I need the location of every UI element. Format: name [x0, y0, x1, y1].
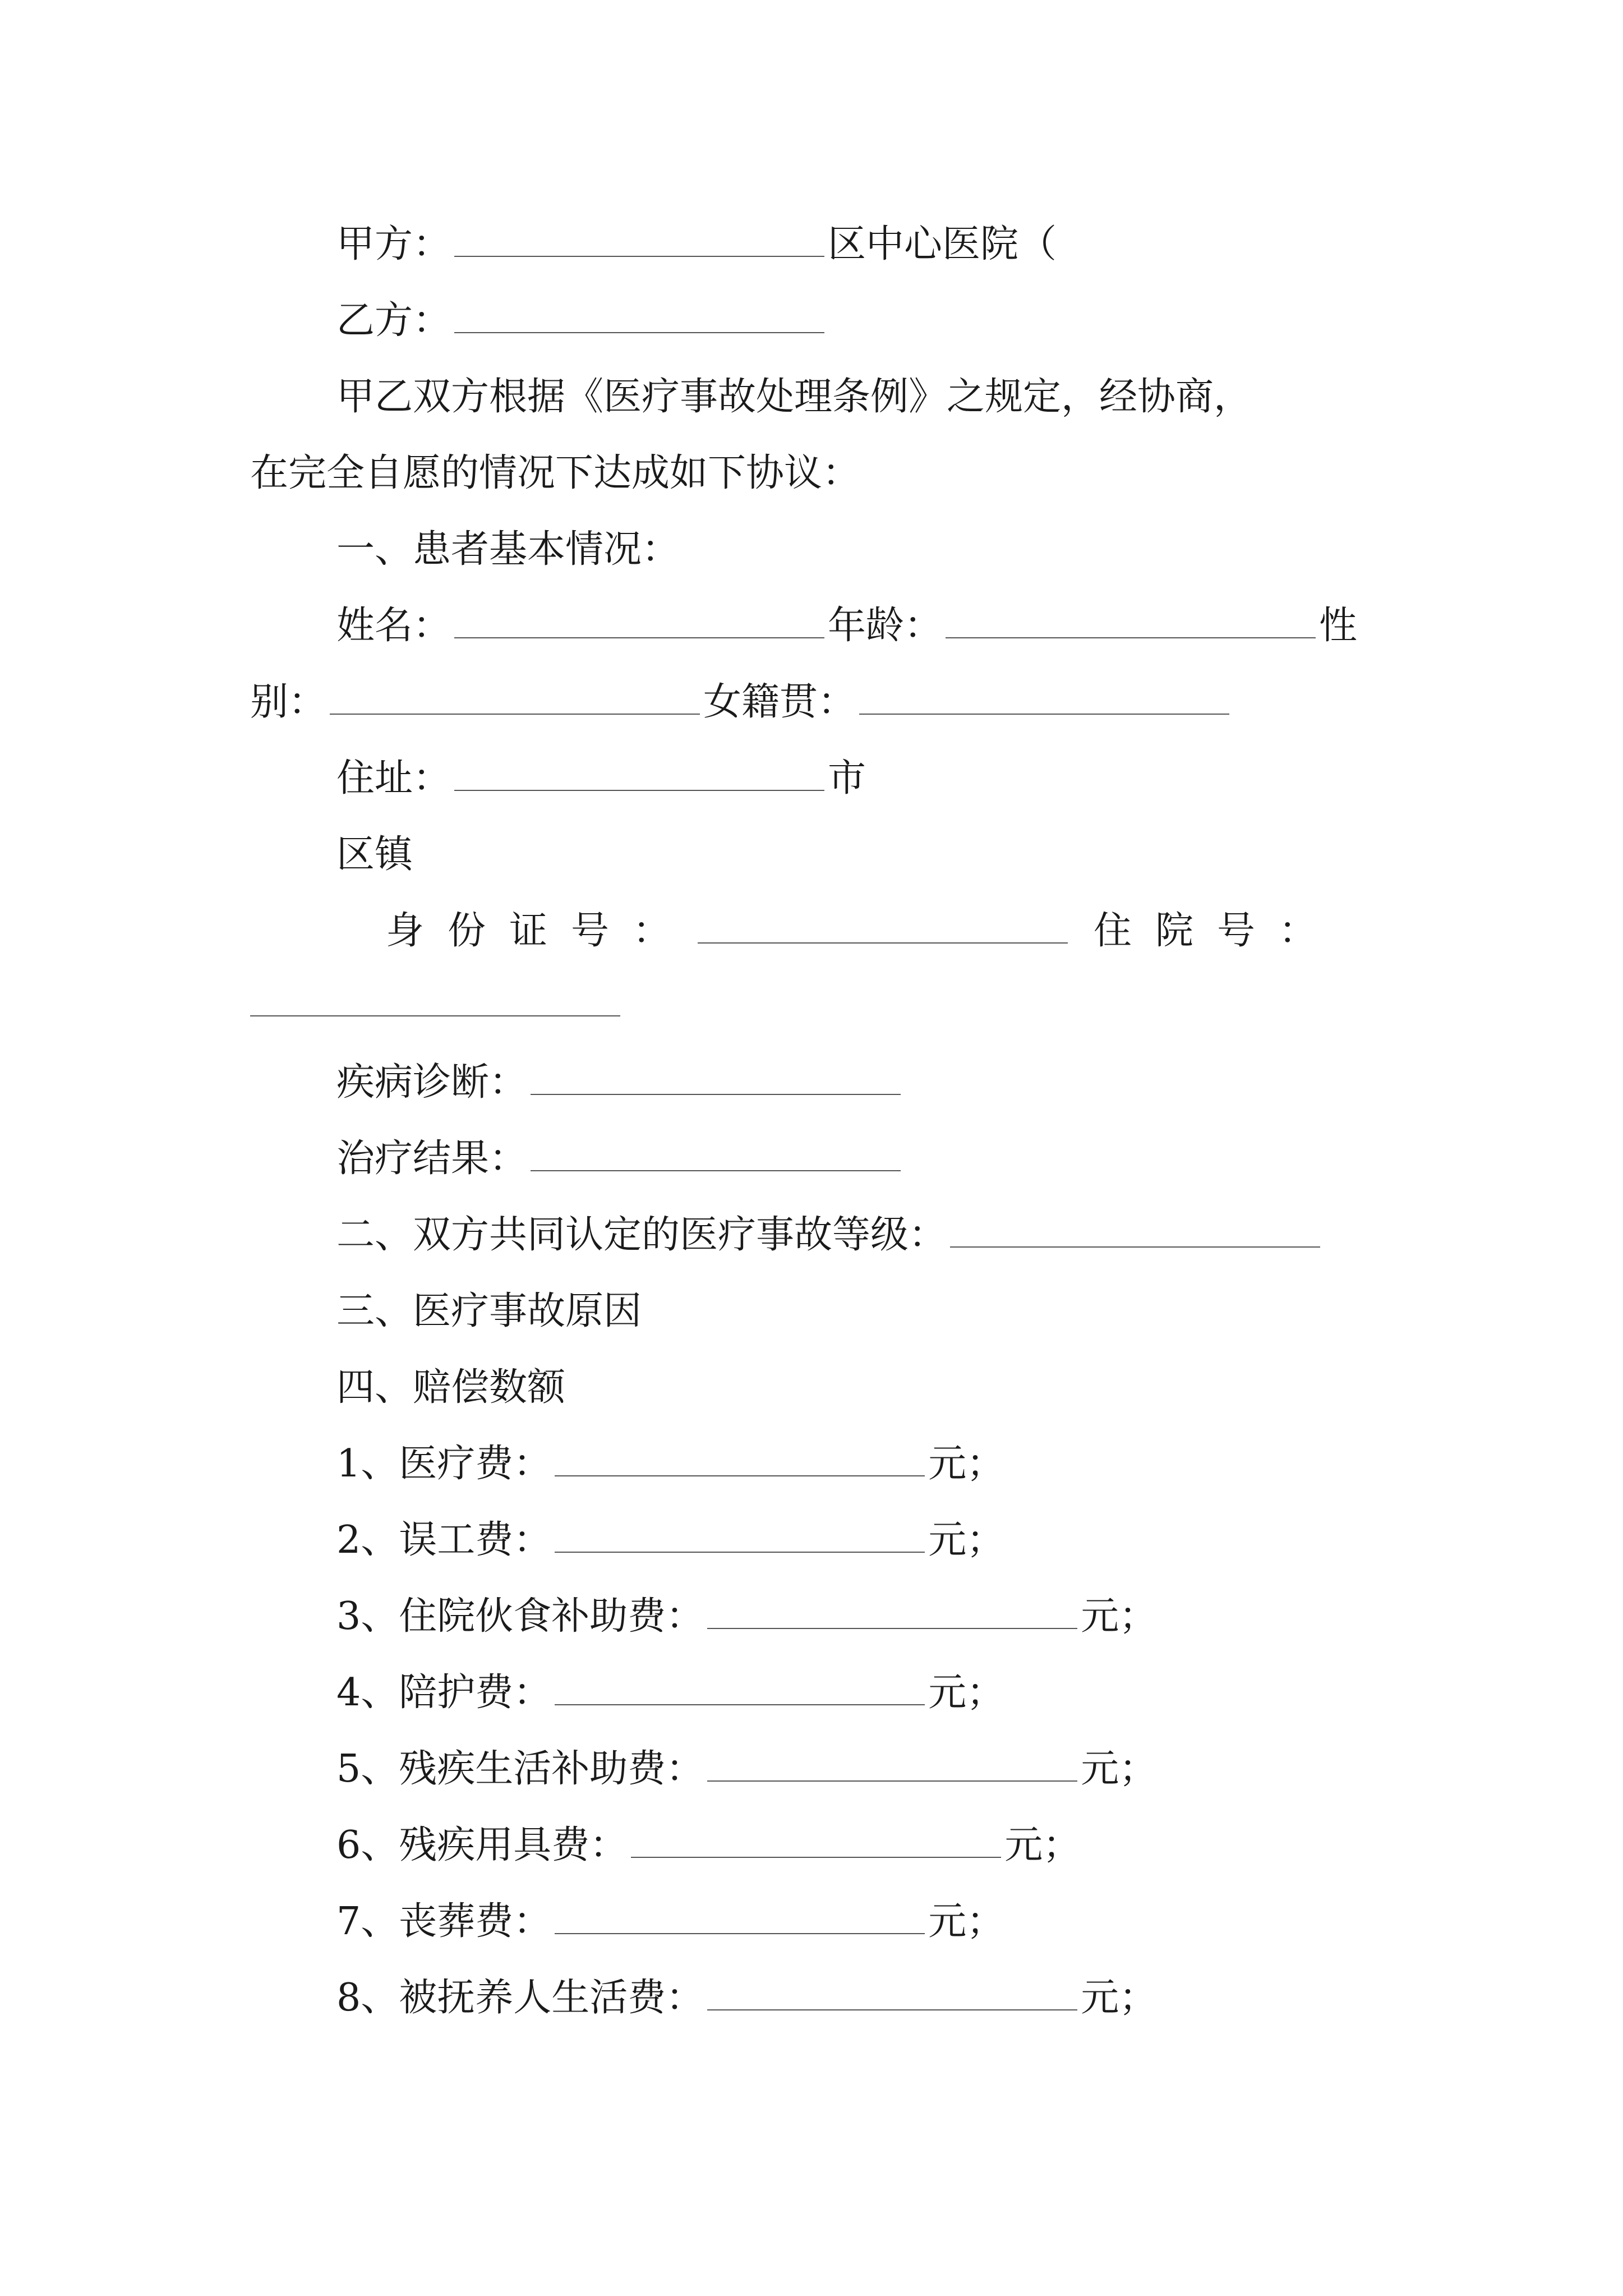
- fee-label: 4、陪护费：: [336, 1671, 552, 1715]
- fee-item: [336, 1512, 1004, 1568]
- fee-label: 5、残疾生活补助费：: [336, 1747, 704, 1791]
- gender-blank[interactable]: [330, 679, 700, 715]
- section-1-heading: 一、患者基本情况：: [336, 527, 680, 572]
- fee-blank[interactable]: [555, 1898, 925, 1934]
- fee-blank[interactable]: [707, 1975, 1077, 2010]
- result-label: 治疗结果：: [336, 1137, 528, 1181]
- id-admission-line: [386, 903, 1340, 959]
- admission-blank-line: [250, 976, 624, 1032]
- address-blank[interactable]: [454, 755, 824, 791]
- fee-item: [336, 1894, 1004, 1950]
- section-3-heading: 三、医疗事故原因: [336, 1289, 642, 1333]
- party-a-blank[interactable]: [454, 221, 824, 257]
- fee-blank[interactable]: [707, 1746, 1077, 1782]
- gender-label-start: 性: [1319, 604, 1358, 648]
- intro-line-2: 在完全自愿的情况下达成如下协议：: [250, 451, 861, 495]
- id-label: 身份证号：: [386, 909, 695, 953]
- party-b-label: 乙方：: [336, 298, 451, 343]
- fee-item: [336, 1741, 1157, 1797]
- gender-native-line: [250, 674, 1233, 730]
- fee-item: [336, 1970, 1157, 2026]
- diagnosis-label: 疾病诊断：: [336, 1060, 528, 1105]
- fee-blank[interactable]: [707, 1593, 1077, 1629]
- fee-unit: 元；: [928, 1518, 1005, 1562]
- party-a-suffix: 区中心医院（: [828, 222, 1057, 266]
- native-label: 女籍贯：: [703, 680, 856, 724]
- fee-label: 2、误工费：: [336, 1518, 552, 1562]
- diagnosis-line: [336, 1055, 904, 1111]
- party-a-line: [336, 217, 1057, 273]
- age-blank[interactable]: [946, 602, 1316, 638]
- gender-label-end: 别：: [250, 680, 327, 724]
- party-b-line: [336, 293, 828, 349]
- fee-label: 7、丧葬费：: [336, 1899, 552, 1944]
- id-blank[interactable]: [698, 908, 1068, 944]
- fee-label: 3、住院伙食补助费：: [336, 1594, 704, 1639]
- fee-label: 1、医疗费：: [336, 1442, 552, 1486]
- fee-item: [336, 1589, 1157, 1645]
- address-city: 市: [828, 756, 866, 800]
- name-label: 姓名：: [336, 604, 451, 648]
- party-b-blank[interactable]: [454, 297, 824, 333]
- party-a-label: 甲方：: [336, 222, 451, 266]
- diagnosis-blank[interactable]: [531, 1059, 901, 1095]
- intro-line-1: 甲乙双方根据《医疗事故处理条例》之规定，经协商，: [336, 375, 1252, 419]
- address-label: 住址：: [336, 756, 451, 800]
- name-blank[interactable]: [454, 602, 824, 638]
- fee-label: 8、被抚养人生活费：: [336, 1976, 704, 2020]
- fee-unit: 元；: [928, 1671, 1005, 1715]
- fee-unit: 元；: [1081, 1976, 1158, 2020]
- fee-unit: 元；: [1004, 1823, 1081, 1867]
- address-line: [336, 751, 866, 807]
- fee-label: 6、残疾用具费：: [336, 1823, 628, 1867]
- name-age-line: [336, 598, 1357, 654]
- admission-blank[interactable]: [250, 981, 620, 1016]
- fee-item: [336, 1665, 1004, 1721]
- native-blank[interactable]: [859, 679, 1229, 715]
- fee-unit: 元；: [928, 1899, 1005, 1944]
- result-blank[interactable]: [531, 1135, 901, 1171]
- section-2-line: [336, 1207, 1324, 1263]
- address-town: 区镇: [336, 832, 413, 877]
- section-4-heading: 四、赔偿数额: [336, 1365, 566, 1410]
- fee-blank[interactable]: [555, 1517, 925, 1553]
- section-2-heading: 二、双方共同认定的医疗事故等级：: [336, 1213, 947, 1257]
- accident-level-blank[interactable]: [950, 1212, 1320, 1248]
- fee-item: [336, 1436, 1004, 1492]
- age-label: 年龄：: [828, 604, 943, 648]
- fee-unit: 元；: [928, 1442, 1005, 1486]
- fee-blank[interactable]: [631, 1822, 1001, 1858]
- fee-item: [336, 1818, 1081, 1874]
- fee-blank[interactable]: [555, 1441, 925, 1476]
- fee-unit: 元；: [1081, 1747, 1158, 1791]
- fee-blank[interactable]: [555, 1669, 925, 1705]
- admission-label: 住院号：: [1094, 909, 1341, 953]
- fee-unit: 元；: [1081, 1594, 1158, 1639]
- result-line: [336, 1131, 904, 1187]
